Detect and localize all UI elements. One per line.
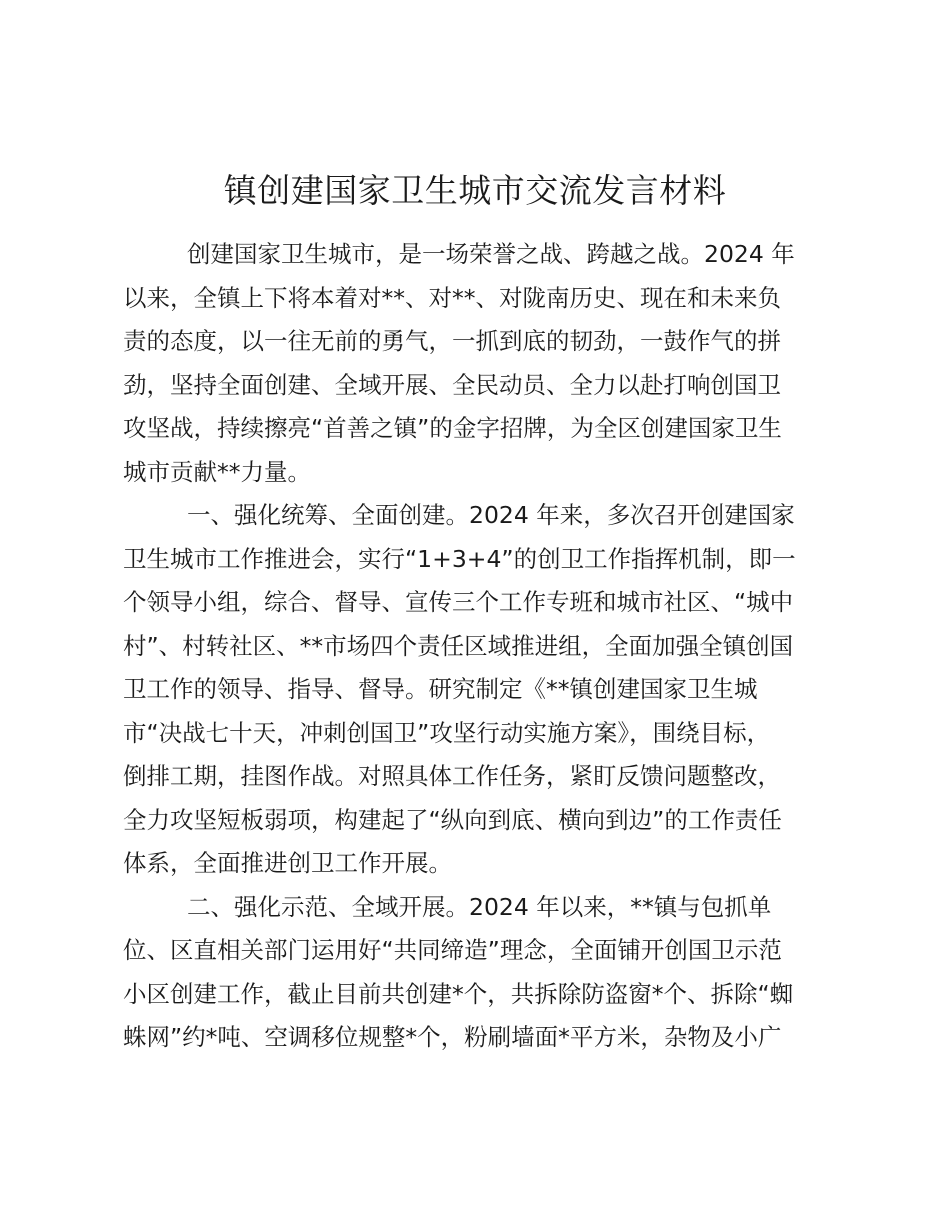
paragraph-section-two bbox=[123, 886, 835, 1060]
paragraph-line: 体系，全面推进创卫工作开展。 bbox=[123, 849, 452, 877]
paragraph-intro bbox=[123, 233, 835, 494]
paragraph-line: 责的态度，以一往无前的勇气，一抓到底的韧劲，一鼓作气的拼 bbox=[123, 327, 781, 355]
paragraph-line: 以来，全镇上下将本着对**、对**、对陇南历史、现在和未来负 bbox=[123, 283, 781, 312]
paragraph-line: 全力攻坚短板弱项，构建起了“纵向到底、横向到边”的工作责任 bbox=[123, 805, 782, 834]
paragraph-line: 城市贡献**力量。 bbox=[123, 457, 311, 486]
paragraph-line: 位、区直相关部门运用好“共同缔造”理念，全面铺开创国卫示范 bbox=[123, 936, 782, 964]
paragraph-line: 攻坚战，持续擦亮“首善之镇”的金字招牌，为全区创建国家卫生 bbox=[123, 414, 782, 442]
paragraph-line: 小区创建工作，截止目前共创建*个，共拆除防盗窗*个、拆除“蜘 bbox=[123, 979, 794, 1008]
paragraph-line: 创建国家卫生城市，是一场荣誉之战、跨越之战。2024 年 bbox=[187, 240, 795, 268]
paragraph-line: 劲，坚持全面创建、全域开展、全民动员、全力以赴打响创国卫 bbox=[123, 370, 781, 399]
paragraph-section-one bbox=[123, 494, 835, 886]
paragraph-line: 市“决战七十天，冲刺创国卫”攻坚行动实施方案》，围绕目标， bbox=[123, 718, 771, 747]
paragraph-line: 蛛网”约*吨、空调移位规整*个，粉刷墙面*平方米，杂物及小广 bbox=[123, 1023, 782, 1051]
document-body bbox=[123, 233, 835, 1060]
paragraph-line: 卫工作的领导、指导、督导。研究制定《**镇创建国家卫生城 bbox=[123, 675, 758, 703]
paragraph-line: 个领导小组，综合、督导、宣传三个工作专班和城市社区、“城中 bbox=[123, 588, 794, 616]
paragraph-line: 村”、村转社区、**市场四个责任区域推进组，全面加强全镇创国 bbox=[123, 631, 794, 660]
paragraph-line: 卫生城市工作推进会，实行“1+3+4”的创卫工作指挥机制，即一 bbox=[123, 544, 796, 573]
paragraph-line: 倒排工期，挂图作战。对照具体工作任务，紧盯反馈问题整改， bbox=[123, 762, 781, 790]
paragraph-line: 二、强化示范、全域开展。2024 年以来，**镇与包抓单 bbox=[187, 892, 772, 921]
paragraph-line: 一、强化统筹、全面创建。2024 年来，多次召开创建国家 bbox=[187, 501, 795, 529]
document-title: 镇创建国家卫生城市交流发言材料 bbox=[223, 171, 727, 210]
